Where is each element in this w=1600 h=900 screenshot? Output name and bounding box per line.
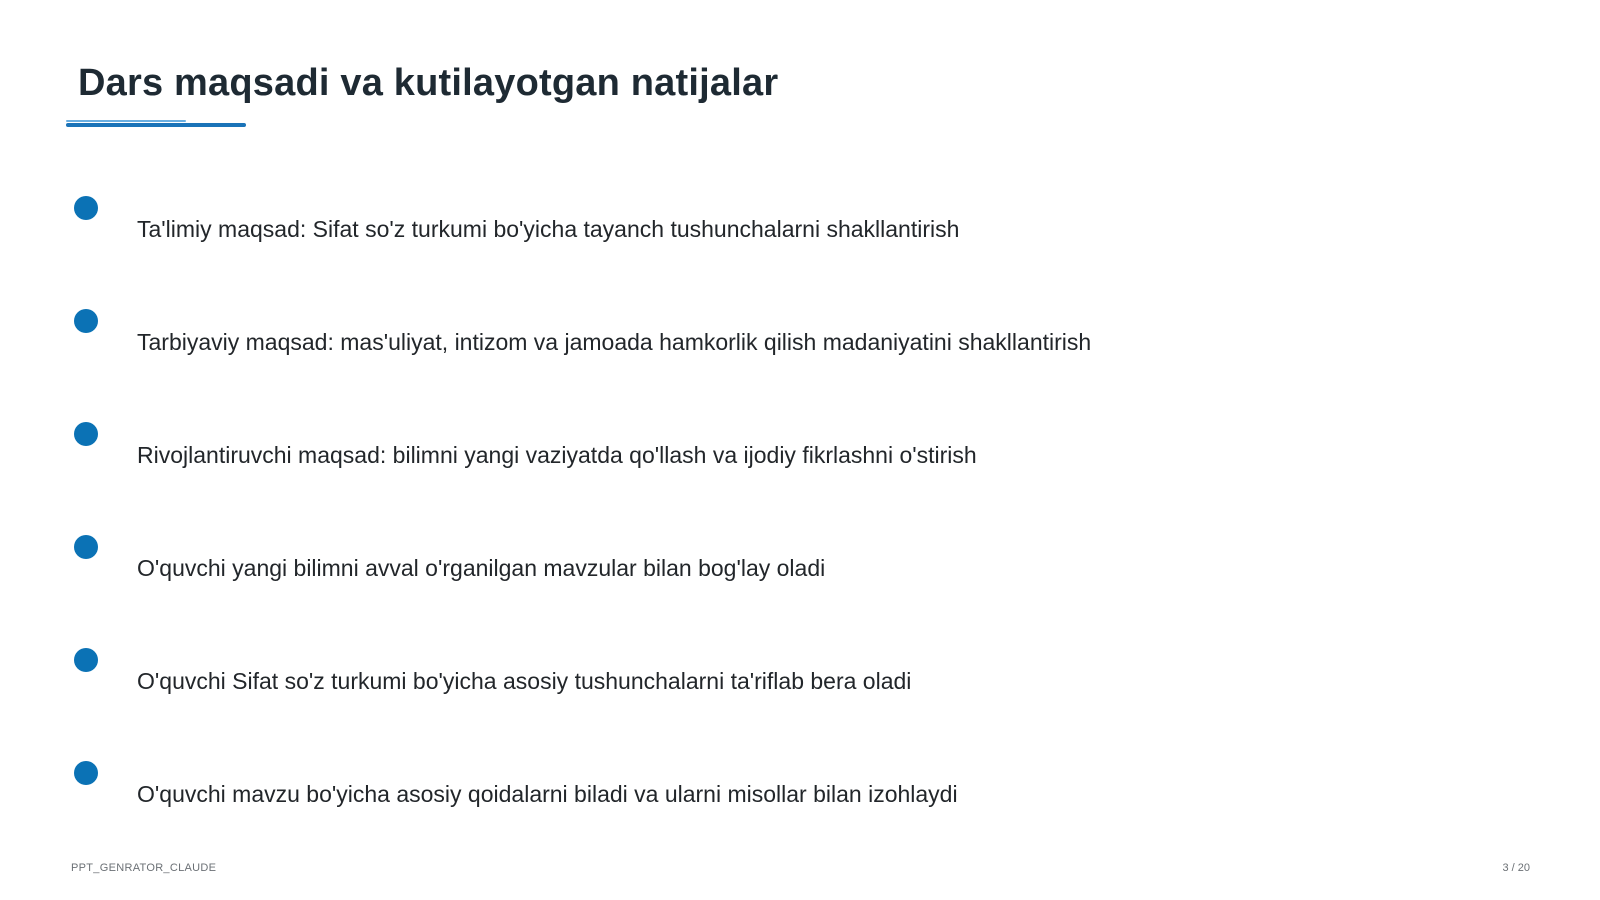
list-item [0,196,1600,256]
page-indicator: 3 / 20 [1502,862,1530,874]
list-item [0,309,1600,369]
list-item [0,648,1600,708]
bullet-dot-icon [74,648,98,672]
bullet-text: Ta'limiy maqsad: Sifat so'z turkumi bo'yicha tayanch tushunchalarni shakllantirish [137,216,960,242]
bullet-dot-icon [74,535,98,559]
bullet-text: Tarbiyaviy maqsad: mas'uliyat, intizom va jamoada hamkorlik qilish madaniyatini shakllantirish [137,329,1092,355]
bullet-text: O'quvchi Sifat so'z turkumi bo'yicha asosiy tushunchalarni ta'riflab bera oladi [137,668,912,694]
bullet-dot-icon [74,422,98,446]
slide-title: Dars maqsadi va kutilayotgan natijalar [78,62,779,104]
bullet-text: O'quvchi mavzu bo'yicha asosiy qoidalarni biladi va ularni misollar bilan izohlaydi [137,781,958,807]
bullet-dot-icon [74,761,98,785]
bullet-dot-icon [74,196,98,220]
list-item [0,761,1600,821]
list-item [0,535,1600,595]
bullet-text: Rivojlantiruvchi maqsad: bilimni yangi vaziyatda qo'llash va ijodiy fikrlashni o'stirish [137,442,977,468]
list-item [0,422,1600,482]
bullet-text: O'quvchi yangi bilimni avval o'rganilgan mavzular bilan bog'lay oladi [137,555,826,581]
bullet-dot-icon [74,309,98,333]
footer-label: PPT_GENRATOR_CLAUDE [71,862,217,874]
